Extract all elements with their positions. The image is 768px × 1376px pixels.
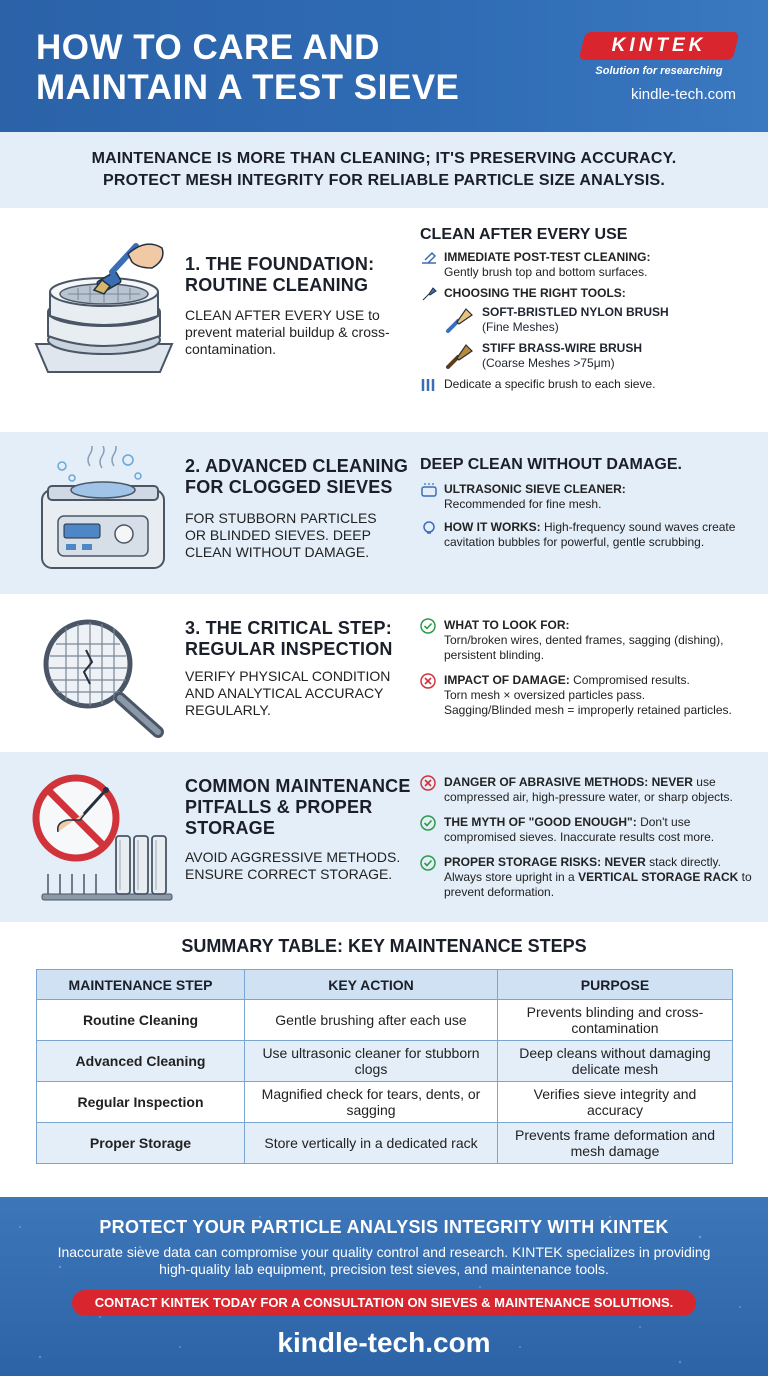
table-header-cell: MAINTENANCE STEP [37, 970, 245, 1000]
section-regular-inspection [0, 594, 768, 752]
section1-details [420, 226, 760, 398]
impact-of-damage-item [420, 673, 760, 718]
intro-text [92, 148, 677, 192]
item-label: CHOOSING THE RIGHT TOOLS: [444, 286, 626, 300]
storage-risks-item [420, 855, 760, 900]
check-circle-icon [420, 618, 438, 634]
lightbulb-icon [420, 520, 438, 536]
section4-desc: AVOID AGGRESSIVE METHODS. ENSURE CORRECT STORAGE. [185, 849, 401, 882]
brush-label: STIFF BRASS-WIRE BRUSH [482, 341, 642, 355]
table-header-cell: KEY ACTION [245, 970, 498, 1000]
item-text: Compromised results. [573, 673, 690, 687]
table-row [37, 1000, 733, 1041]
item-text: use compressed air, high-pressure water, or sharp objects. [444, 775, 733, 804]
item-line-3: Sagging/Blinded mesh = improperly retained particles. [444, 703, 732, 717]
magnifying-glass-illustration [28, 610, 178, 740]
section1-title: 1. THE FOUNDATION: ROUTINE CLEANING [185, 254, 375, 295]
table-cell: Magnified check for tears, dents, or sagging [245, 1082, 498, 1123]
brand-tagline: Solution for researching [595, 65, 723, 77]
table-header-cell: PURPOSE [498, 970, 733, 1000]
brass-brush-item [420, 341, 760, 371]
item-label: HOW IT WORKS: [444, 520, 541, 534]
table-cell: Deep cleans without damaging delicate mesh [498, 1041, 733, 1082]
pitfalls-storage-illustration [28, 770, 178, 910]
header [0, 0, 768, 132]
dedicate-brush-item [420, 377, 760, 392]
item-line-2: Torn mesh × oversized particles pass. [444, 688, 646, 702]
section1-desc: CLEAN AFTER EVERY USE to prevent material buildup & cross-contamination. [185, 307, 390, 357]
section-advanced-cleaning [0, 432, 768, 594]
header-site-link[interactable]: kindle-tech.com [630, 86, 736, 103]
brush-set-icon [420, 377, 438, 393]
item-label: ULTRASONIC SIEVE CLEANER: [444, 482, 626, 496]
right-tools-item [420, 286, 760, 301]
table-cell: Advanced Cleaning [37, 1041, 245, 1082]
sieve-brushing-illustration [28, 232, 178, 392]
summary-table [36, 969, 733, 1164]
section2-title: 2. ADVANCED CLEANING FOR CLOGGED SIEVES [185, 456, 409, 497]
item-never: NEVER [651, 775, 693, 789]
item-label: IMMEDIATE POST-TEST CLEANING: [444, 250, 651, 264]
nylon-brush-icon [444, 305, 474, 335]
table-cell: Prevents blinding and cross-contamination [498, 1000, 733, 1041]
intro-band [0, 132, 768, 208]
table-cell: Store vertically in a dedicated rack [245, 1123, 498, 1164]
section3-desc: VERIFY PHYSICAL CONDITION AND ANALYTICAL ACCURACY REGULARLY. [185, 668, 391, 718]
item-label: IMPACT OF DAMAGE: [444, 673, 570, 687]
item-text: High-frequency sound waves create cavitation bubbles for powerful, gentle scrubbing. [444, 520, 736, 549]
page-title: HOW TO CARE AND MAINTAIN A TEST SIEVE [36, 28, 460, 107]
brush-text: (Coarse Meshes >75μm) [482, 356, 615, 370]
brand-logo[interactable] [579, 32, 740, 60]
brush-sweep-icon [420, 250, 438, 266]
section-routine-cleaning [0, 208, 768, 432]
intro-line-1: MAINTENANCE IS MORE THAN CLEANING; IT'S PRESERVING ACCURACY. [91, 150, 677, 167]
item-label: PROPER STORAGE RISKS: [444, 855, 602, 869]
item-rack: VERTICAL STORAGE RACK [578, 870, 739, 884]
footer-title: PROTECT YOUR PARTICLE ANALYSIS INTEGRITY WITH KINTEK [99, 1217, 669, 1237]
brush-icon [420, 286, 438, 302]
ultrasonic-cleaner-illustration [28, 446, 178, 576]
table-cell: Regular Inspection [37, 1082, 245, 1123]
item-text: Dedicate a specific brush to each sieve. [444, 377, 656, 391]
good-enough-item [420, 815, 760, 845]
table-row [37, 1123, 733, 1164]
item-text: Gently brush top and bottom surfaces. [444, 265, 648, 279]
table-cell: Gentle brushing after each use [245, 1000, 498, 1041]
table-cell: Use ultrasonic cleaner for stubborn clogs [245, 1041, 498, 1082]
ultrasonic-icon [420, 482, 438, 498]
contact-cta-button[interactable]: CONTACT KINTEK TODAY FOR A CONSULTATION ON SIEVES & MAINTENANCE SOLUTIONS. [72, 1290, 696, 1316]
section1-right-head: CLEAN AFTER EVERY USE [420, 226, 628, 243]
section2-desc: FOR STUBBORN PARTICLES OR BLINDED SIEVES. DEEP CLEAN WITHOUT DAMAGE. [185, 510, 377, 560]
item-label: THE MYTH OF "GOOD ENOUGH": [444, 815, 637, 829]
item-never: NEVER [604, 855, 646, 869]
check-circle-icon [420, 855, 438, 871]
brand-name: KINTEK [611, 35, 707, 56]
how-it-works-item [420, 520, 760, 550]
check-circle-icon [420, 815, 438, 831]
x-circle-icon [420, 775, 438, 791]
item-text: stack directly. Always store upright in a [444, 855, 721, 884]
abrasive-methods-item [420, 775, 760, 805]
brush-text: (Fine Meshes) [482, 320, 559, 334]
nylon-brush-item [420, 305, 760, 335]
footer-body: Inaccurate sieve data can compromise your quality control and research. KINTEK specializes in providing high-quality lab equipment, precision test sieves, and maintenance tools. [57, 1244, 711, 1277]
section3-title: 3. THE CRITICAL STEP: REGULAR INSPECTION [185, 618, 393, 659]
section2-right-head: DEEP CLEAN WITHOUT DAMAGE. [420, 456, 682, 473]
section4-details [420, 775, 760, 906]
footer [0, 1197, 768, 1376]
ultrasonic-cleaner-item [420, 482, 760, 512]
brush-label: SOFT-BRISTLED NYLON BRUSH [482, 305, 669, 319]
item-text: Recommended for fine mesh. [444, 497, 602, 511]
item-label: WHAT TO LOOK FOR: [444, 618, 570, 632]
item-label: DANGER OF ABRASIVE METHODS: [444, 775, 649, 789]
x-circle-icon [420, 673, 438, 689]
item-text: Torn/broken wires, dented frames, sagging (dishing), persistent blinding. [444, 633, 724, 662]
table-cell: Verifies sieve integrity and accuracy [498, 1082, 733, 1123]
section-pitfalls-storage [0, 752, 768, 922]
table-cell: Prevents frame deformation and mesh damage [498, 1123, 733, 1164]
table-header-row [37, 970, 733, 1000]
section4-title: COMMON MAINTENANCE PITFALLS & PROPER STORAGE [185, 776, 411, 838]
summary-title: SUMMARY TABLE: KEY MAINTENANCE STEPS [181, 936, 587, 956]
table-cell: Proper Storage [37, 1123, 245, 1164]
what-to-look-for-item [420, 618, 760, 663]
table-cell: Routine Cleaning [37, 1000, 245, 1041]
brass-brush-icon [444, 341, 474, 371]
post-test-cleaning-item [420, 250, 760, 280]
item-text-2: to prevent deformation. [444, 870, 752, 899]
intro-line-2: PROTECT MESH INTEGRITY FOR RELIABLE PARTICLE SIZE ANALYSIS. [102, 172, 666, 189]
item-text: Don't use compromised sieves. Inaccurate results cost more. [444, 815, 715, 844]
section3-details [420, 618, 760, 724]
section2-details [420, 456, 760, 556]
table-row [37, 1041, 733, 1082]
footer-site-link[interactable]: kindle-tech.com [277, 1327, 491, 1358]
table-row [37, 1082, 733, 1123]
